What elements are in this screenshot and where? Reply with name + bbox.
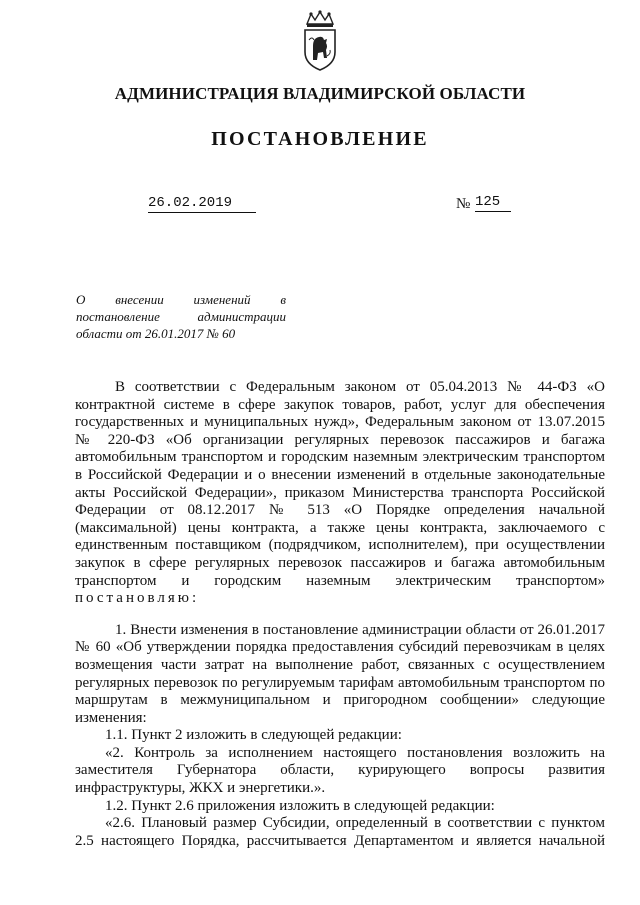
document-body: [75, 379, 605, 850]
body-line: № 220-ФЗ «Об организации регулярных перевозок пассажиров и багажа: [75, 431, 605, 448]
body-line: № 60 «Об утверждении порядка предоставления субсидий перевозчикам в целях: [75, 639, 605, 656]
body-line: автомобильным транспортом и городским наземным электрическим транспортом: [75, 449, 605, 466]
body-line: «2. Контроль за исполнением настоящего постановления возложить на: [105, 744, 605, 761]
body-line: акты Российской Федерации», приказом Министерства транспорта Российской: [75, 484, 605, 501]
body-line: 2.5 настоящего Порядка, рассчитывается Департаментом и является начальной: [75, 832, 605, 849]
document-number: 125: [475, 194, 511, 212]
subject-block: [76, 291, 286, 342]
body-line: регулярных перевозок по регулируемым тарифам автомобильным транспортом по: [75, 674, 605, 691]
body-line-resolve: постановляю:: [75, 590, 200, 607]
body-line: Федерации от 08.12.2017 № 513 «О Порядке определения начальной: [75, 502, 605, 519]
number-sign: №: [456, 196, 471, 212]
body-line: транспортом и городским наземным электрическим транспортом»: [75, 572, 605, 589]
body-line: контрактной системе в сфере закупок товаров, работ, услуг для обеспечения: [75, 396, 605, 413]
body-line: В соответствии с Федеральным законом от 05.04.2013 № 44-ФЗ «О: [115, 379, 605, 395]
body-line: «2.6. Плановый размер Субсидии, определенный в соответствии с пунктом: [105, 815, 605, 832]
coat-of-arms-emblem: [297, 10, 343, 74]
document-date: 26.02.2019: [148, 195, 256, 213]
body-line: инфраструктуры, ЖКХ и энергетики.».: [75, 780, 326, 797]
body-line: закупок в сфере регулярных перевозок пассажиров и багажа автомобильным: [75, 554, 605, 571]
body-line: единственным поставщиком (подрядчиком, исполнителем), при осуществлении: [75, 537, 605, 554]
body-line: изменения:: [75, 709, 147, 726]
body-line: 1.1. Пункт 2 изложить в следующей редакции:: [105, 727, 402, 744]
body-line: маршрутам в межмуниципальном и пригородном сообщении» следующие: [75, 692, 605, 709]
subject-line: области от 26.01.2017 № 60: [76, 326, 236, 341]
body-line: 1.2. Пункт 2.6 приложения изложить в следующей редакции:: [105, 797, 495, 814]
organization-name: АДМИНИСТРАЦИЯ ВЛАДИМИРСКОЙ ОБЛАСТИ: [114, 84, 526, 103]
body-line: 1. Внести изменения в постановление администрации области от 26.01.2017: [115, 621, 605, 638]
body-line: государственных и муниципальных нужд», Федеральным законом от 13.07.2015: [75, 414, 605, 431]
body-line: возмещения части затрат на выполнение работ, связанных с осуществлением: [75, 656, 605, 673]
subject-line: О внесении изменений в: [76, 292, 286, 307]
body-line: (максимальной) цены контракта, а также цены контракта, заключаемого с: [75, 519, 605, 536]
document-type-title: ПОСТАНОВЛЕНИЕ: [211, 128, 429, 150]
body-line: в Российской Федерации и о внесении изменений в отдельные законодательные: [75, 466, 605, 483]
subject-line: постановление администрации: [76, 309, 286, 324]
body-line: заместителя Губернатора области, курирующего вопросы развития: [75, 762, 605, 779]
